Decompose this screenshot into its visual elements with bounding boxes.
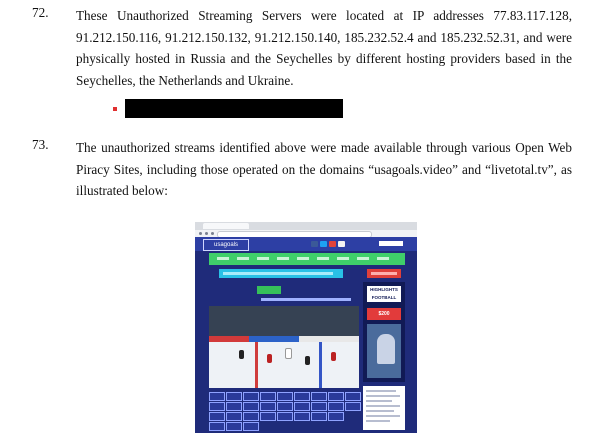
paragraph-73	[32, 137, 572, 207]
live-button	[257, 286, 281, 294]
stream-link-cell	[243, 422, 259, 431]
crowd-area	[209, 306, 359, 336]
redaction-bar	[125, 99, 343, 118]
site-logo: usagoals	[203, 239, 249, 251]
stream-link-cell	[226, 422, 242, 431]
stream-link-cell	[311, 392, 327, 401]
stream-link-cell	[209, 422, 225, 431]
browser-toolbar	[195, 230, 417, 237]
list-item	[366, 390, 396, 392]
nav-item	[337, 257, 349, 260]
twitter-icon	[320, 241, 327, 247]
banner-text	[223, 272, 333, 275]
stream-link-cell	[328, 392, 344, 401]
stream-link-cell	[294, 402, 310, 411]
stream-link-cell	[277, 402, 293, 411]
nav-item	[217, 257, 229, 260]
ad-brand: HIGHLIGHTS FOOTBALL	[367, 286, 401, 302]
player	[305, 356, 310, 365]
browser-tab	[203, 223, 249, 229]
stream-link-cell	[311, 402, 327, 411]
ice-surface	[209, 342, 359, 388]
player	[285, 348, 292, 359]
back-icon	[199, 232, 202, 235]
login-field	[379, 241, 403, 246]
paragraph-number: 72.	[32, 5, 49, 20]
ice-line	[319, 342, 322, 388]
stream-link-cell	[260, 402, 276, 411]
stream-link-cell	[226, 402, 242, 411]
forward-icon	[205, 232, 208, 235]
stream-link-cell	[209, 412, 225, 421]
stream-link-cell	[311, 412, 327, 421]
sidebar-list	[363, 386, 405, 430]
stream-link-cell	[260, 412, 276, 421]
site-header	[195, 237, 417, 251]
nav-item	[317, 257, 329, 260]
stream-link-cell	[243, 402, 259, 411]
stream-link-cell	[243, 412, 259, 421]
stream-link-cell	[328, 402, 344, 411]
ad-player-image	[377, 334, 395, 364]
paragraph-text: These Unauthorized Streaming Servers were located at IP addresses 77.83.117.128, 91.212.150.116, 91.212.150.132, 91.212.150.140, 185.232.52.4 and 185.232.52.31, and were physically hosted in Russia and the Seychelles by different hosting providers based in the Seychelles, the Netherlands and Ukraine.	[76, 8, 572, 88]
alert-banner	[367, 269, 401, 278]
stream-link-cell	[209, 392, 225, 401]
list-item	[366, 420, 390, 422]
list-item	[366, 395, 400, 397]
stream-link-cell	[277, 392, 293, 401]
sidebar-ad	[363, 282, 405, 382]
notice-banner	[219, 269, 343, 278]
stream-link-cell	[226, 392, 242, 401]
stream-link-cell	[345, 392, 361, 401]
video-player	[209, 306, 359, 388]
banner-text	[371, 272, 397, 275]
player	[239, 350, 244, 359]
ad-offer: $200	[367, 308, 401, 320]
list-item	[366, 405, 400, 407]
list-item	[366, 415, 400, 417]
browser-tab-strip	[195, 222, 417, 230]
nav-item	[297, 257, 309, 260]
list-item	[366, 410, 394, 412]
list-item	[366, 400, 392, 402]
stream-link-cell	[345, 402, 361, 411]
share-icon	[338, 241, 345, 247]
stream-link-cell	[277, 412, 293, 421]
nav-item	[277, 257, 289, 260]
facebook-icon	[311, 241, 318, 247]
stream-link-cell	[328, 412, 344, 421]
stream-link-cell	[243, 392, 259, 401]
reload-icon	[211, 232, 214, 235]
paragraph-number: 73.	[32, 137, 49, 152]
stream-link-cell	[260, 392, 276, 401]
stream-links-grid	[209, 392, 359, 430]
stream-link-cell	[209, 402, 225, 411]
redaction-marker	[113, 107, 117, 111]
player	[331, 352, 336, 361]
ice-line	[255, 342, 258, 388]
nav-item	[257, 257, 269, 260]
ad-image	[367, 324, 401, 378]
paragraph-text: The unauthorized streams identified above were made available through various Open Web Piracy Sites, including those operated on the domains “usagoals.video” and “livetotal.tv”, as illustrated below:	[76, 140, 572, 198]
youtube-icon	[329, 241, 336, 247]
website-screenshot-figure	[195, 222, 417, 433]
stream-link-cell	[226, 412, 242, 421]
nav-item	[237, 257, 249, 260]
stream-title	[261, 298, 351, 301]
stream-link-cell	[294, 412, 310, 421]
player	[267, 354, 272, 363]
paragraph-72	[32, 5, 572, 95]
nav-item	[377, 257, 389, 260]
stream-link-cell	[294, 392, 310, 401]
nav-item	[357, 257, 369, 260]
site-nav-bar	[209, 253, 405, 265]
